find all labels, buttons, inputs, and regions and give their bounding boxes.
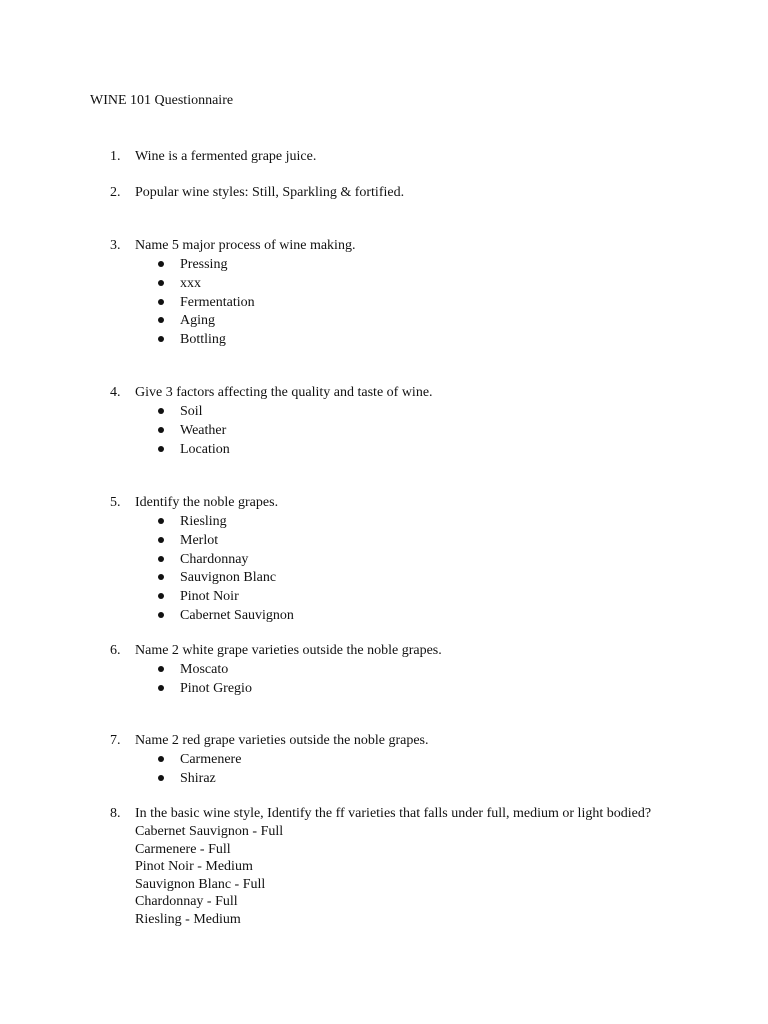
question-number: 7. <box>110 733 121 748</box>
question-number: 2. <box>110 185 121 200</box>
bullet-icon <box>158 666 164 672</box>
bullet-icon <box>158 612 164 618</box>
question-number: 5. <box>110 495 121 510</box>
question-text: Name 2 red grape varieties outside the noble grapes. <box>135 733 429 748</box>
question-number: 6. <box>110 643 121 658</box>
bullet-icon <box>158 775 164 781</box>
question-number: 1. <box>110 149 121 164</box>
list-item: Cabernet Sauvignon - Full <box>135 824 284 839</box>
list-item: Riesling - Medium <box>135 911 241 927</box>
list-item: Chardonnay - Full <box>135 894 238 909</box>
question-text: Name 2 white grape varieties outside the noble grapes. <box>135 643 442 658</box>
list-item: Carmenere - Full <box>135 841 231 857</box>
document-title: WINE 101 Questionnaire <box>90 93 234 108</box>
bullet-icon <box>158 280 164 286</box>
bullet-icon <box>158 556 164 562</box>
question-text: Give 3 factors affecting the quality and taste of wine. <box>135 385 433 400</box>
bullet-icon <box>158 427 164 433</box>
bullet-icon <box>158 537 164 543</box>
bullet-icon <box>158 446 164 452</box>
question-text: Popular wine styles: Still, Sparkling & fortified. <box>135 185 405 200</box>
question-number: 3. <box>110 238 121 253</box>
bullet-icon <box>158 317 164 323</box>
bullet-icon <box>158 336 164 342</box>
question-text: Wine is a fermented grape juice. <box>135 149 317 164</box>
bullet-icon <box>158 593 164 599</box>
bullet-icon <box>158 574 164 580</box>
bullet-icon <box>158 685 164 691</box>
bullet-icon <box>158 756 164 762</box>
answer-lines <box>135 823 283 928</box>
question-text: In the basic wine style, Identify the ff varieties that falls under full, medium or light bodied? <box>135 806 652 821</box>
list-item: Pinot Noir - Medium <box>135 859 253 874</box>
question-number: 8. <box>110 806 121 821</box>
question-text: Name 5 major process of wine making. <box>135 238 356 253</box>
bullet-icon <box>158 261 164 267</box>
question-number: 4. <box>110 385 121 400</box>
question-text: Identify the noble grapes. <box>135 495 279 510</box>
bullet-icon <box>158 408 164 414</box>
list-item: Sauvignon Blanc - Full <box>135 876 266 892</box>
bullet-icon <box>158 518 164 524</box>
bullet-icon <box>158 299 164 305</box>
